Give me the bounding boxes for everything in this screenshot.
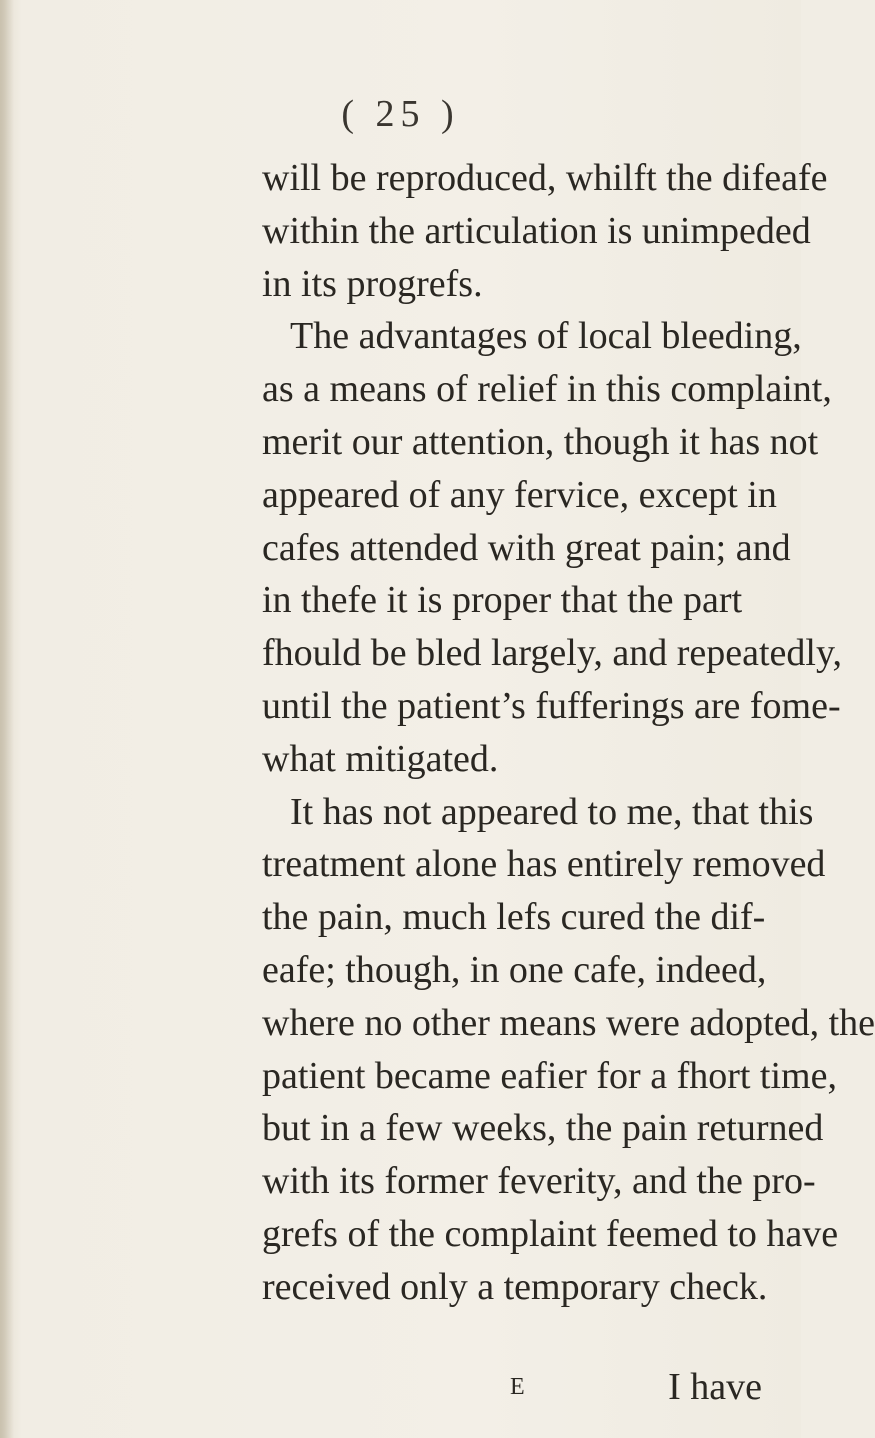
signature-mark: E (510, 1374, 526, 1400)
text-line: but in a few weeks, the pain returned (262, 1107, 824, 1150)
text-line: received only a temporary check. (262, 1265, 768, 1308)
text-line: the pain, much lefs cured the dif- (262, 896, 766, 939)
text-line: as a means of relief in this complaint, (262, 368, 832, 411)
text-line: what mitigated. (262, 737, 499, 780)
text-line: merit our attention, though it has not (262, 420, 819, 463)
body-text (262, 152, 875, 1314)
text-line: treatment alone has entirely removed (262, 843, 826, 886)
text-line: in thefe it is proper that the part (262, 579, 743, 622)
text-line: until the patient’s fufferings are fome- (262, 684, 841, 727)
catchword: I have (668, 1366, 762, 1408)
text-line: patient became eafier for a fhort time, (262, 1054, 837, 1097)
page-gutter (0, 0, 14, 1438)
text-line: with its former feverity, and the pro- (262, 1160, 816, 1203)
text-line: appeared of any fervice, except in (262, 473, 777, 516)
page-number-header: ( 25 ) (341, 93, 460, 135)
text-line: cafes attended with great pain; and (262, 526, 791, 569)
text-line: within the articulation is unimpeded (262, 209, 811, 252)
text-line: will be reproduced, whilft the difeafe (262, 157, 828, 199)
text-line: grefs of the complaint feemed to have (262, 1212, 839, 1255)
text-line: fhould be bled largely, and repeatedly, (262, 632, 842, 675)
page-footer (262, 1361, 762, 1413)
text-line: It has not appeared to me, that this (290, 790, 814, 833)
text-line: The advantages of local bleeding, (290, 315, 802, 358)
text-line: in its progrefs. (262, 262, 483, 305)
text-line: where no other means were adopted, the (262, 1001, 875, 1044)
text-line: eafe; though, in one cafe, indeed, (262, 948, 767, 991)
